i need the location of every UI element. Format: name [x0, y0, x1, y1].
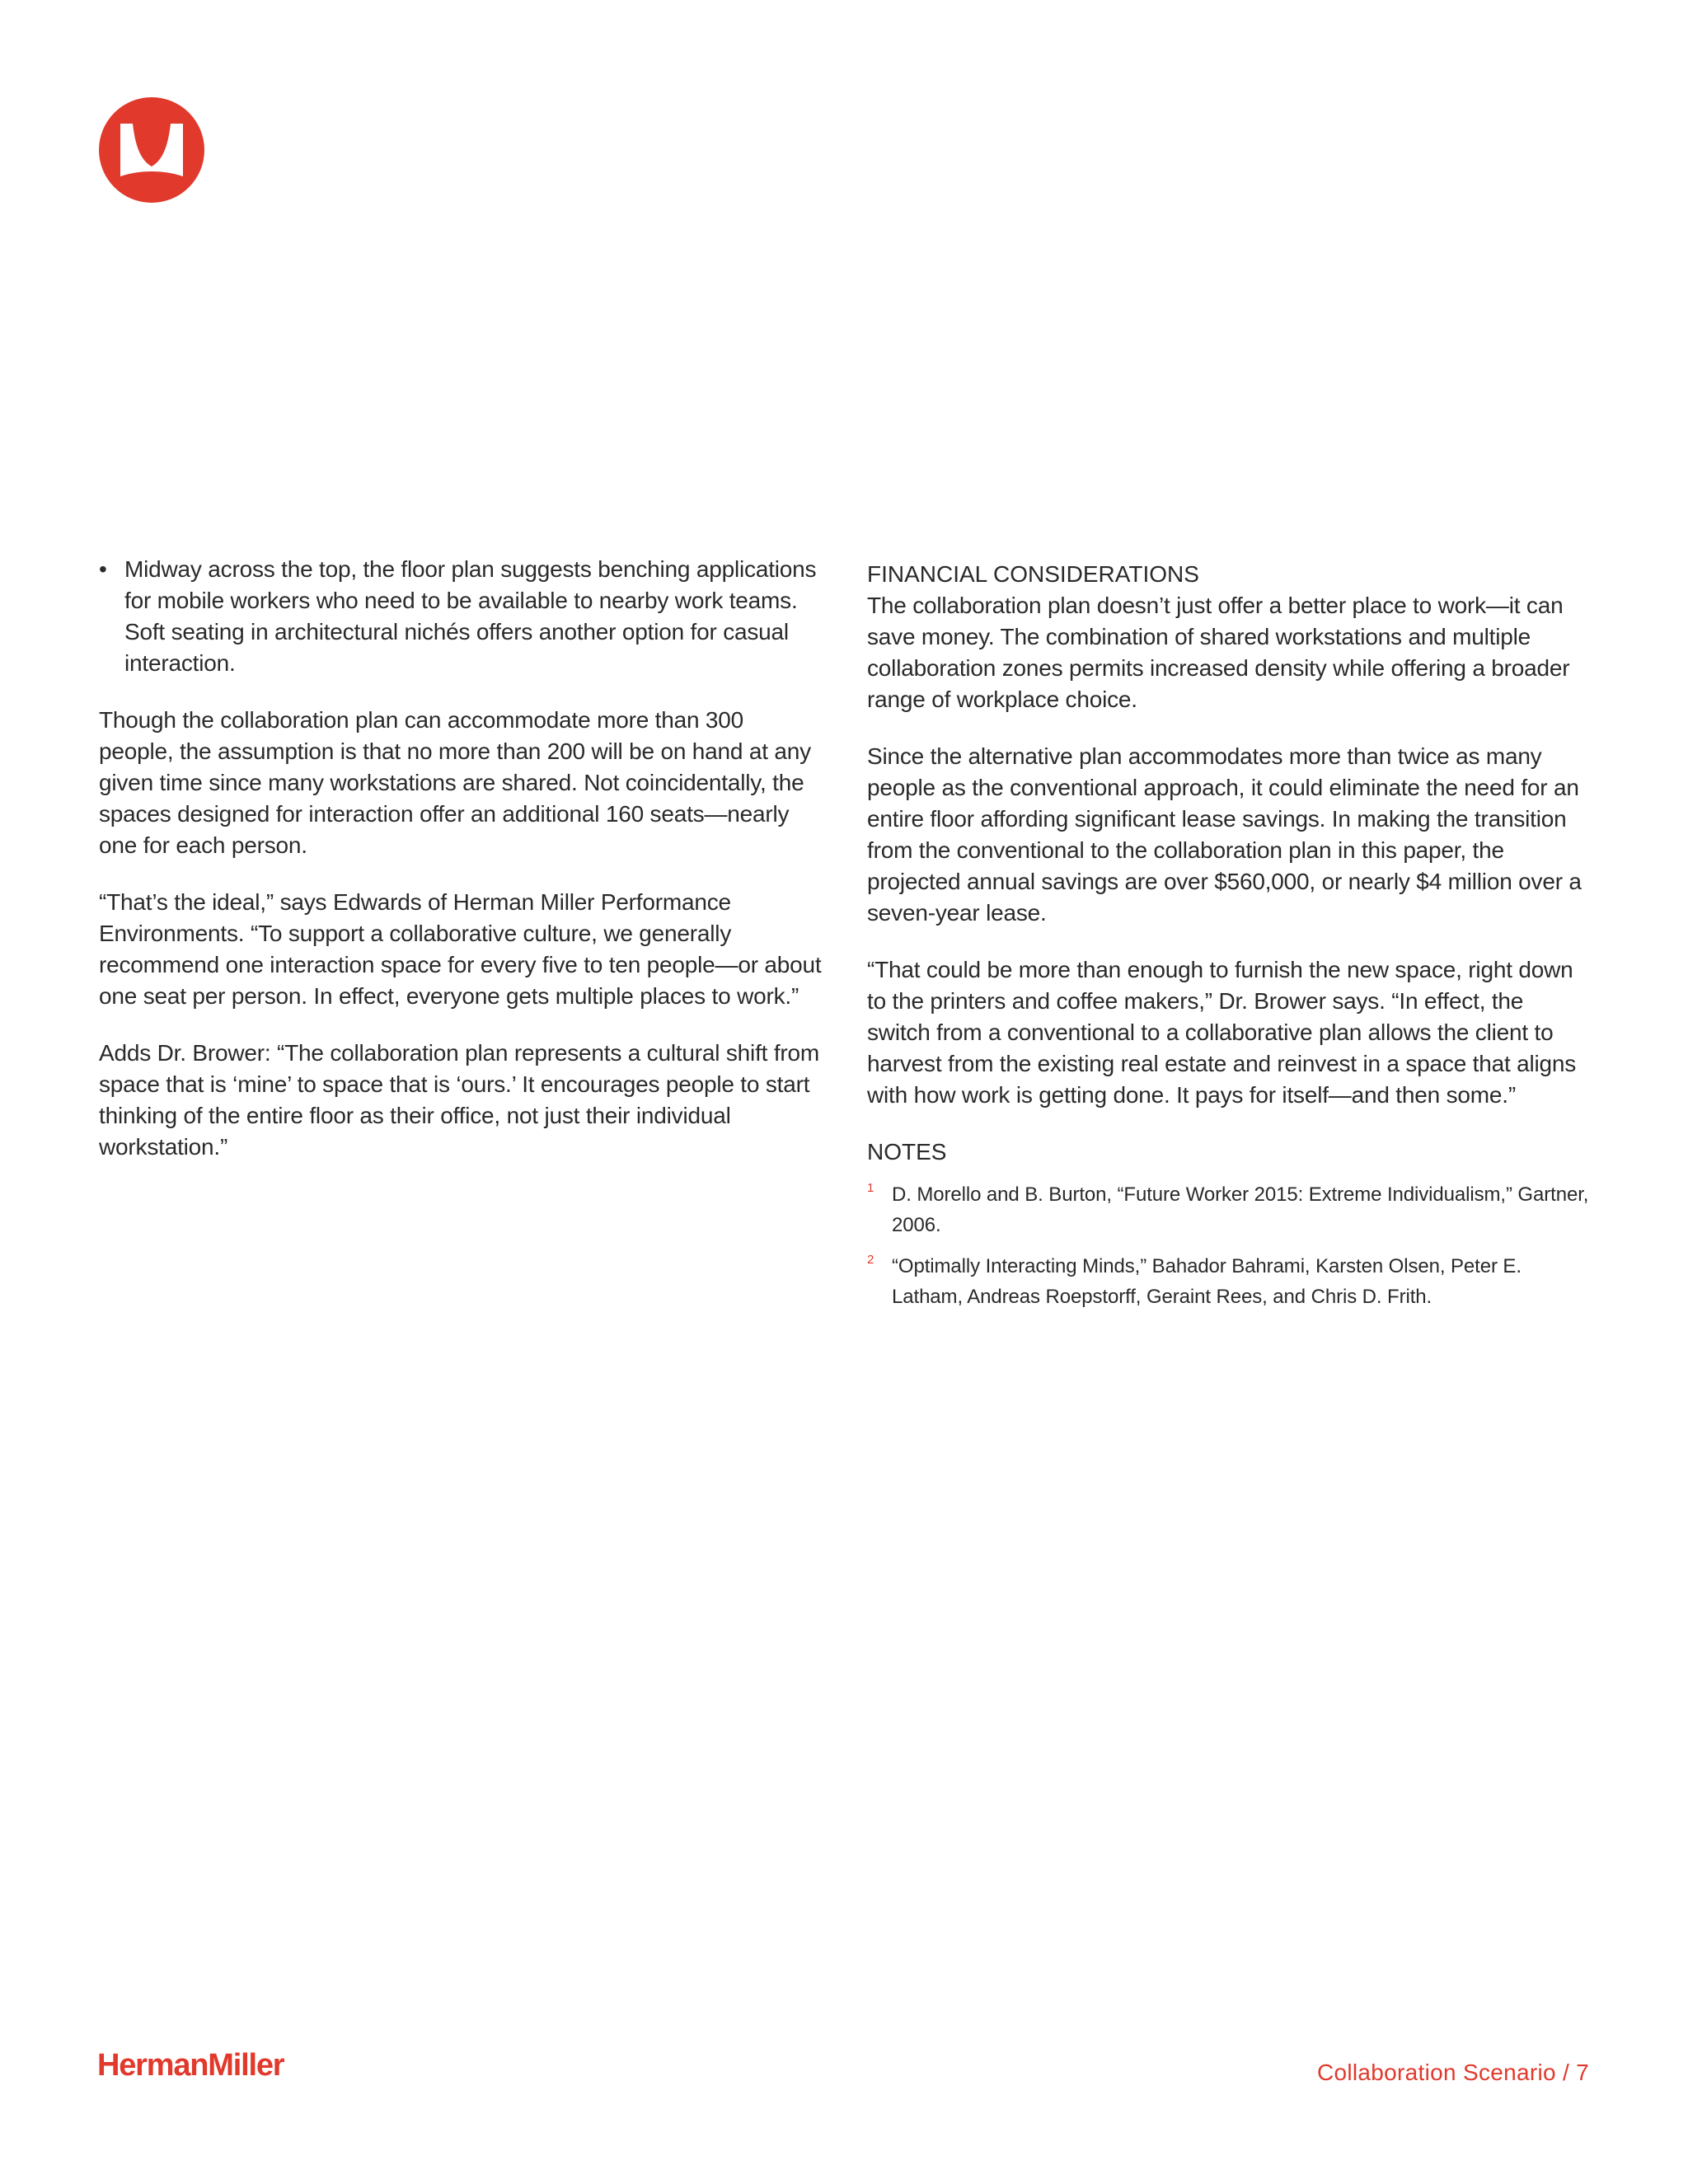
body-paragraph: Since the alternative plan accommodates more than twice as many people as the conventional approach, it could eliminate the need for an entire floor affording significant lease savings. In making the transition from the conventional to the collaboration plan in this paper, the projected annual savings are over $560,000, or nearly $4 million over a seven-year lease. — [867, 743, 1582, 926]
footnote — [867, 1179, 1592, 1240]
bullet-text: Midway across the top, the floor plan suggests benching applications for mobile workers who need to be available to nearby work teams. Soft seating in architectural nichés offers another option for casual interaction. — [124, 556, 817, 676]
footnote — [867, 1251, 1592, 1312]
section-heading: FINANCIAL CONSIDERATIONS — [867, 561, 1199, 587]
footnote-number: 1 — [867, 1181, 874, 1195]
notes-heading: NOTES — [867, 1139, 947, 1165]
body-paragraph: “That’s the ideal,” says Edwards of Herman Miller Performance Environments. “To support a collaborative culture, we generally recommend one interaction space for every five to ten people—or about one seat per person. In effect, everyone gets multiple places to work.” — [99, 889, 822, 1009]
body-paragraph: Though the collaboration plan can accommodate more than 300 people, the assumption is that no more than 200 will be on hand at any given time since many workstations are shared. Not coincidentally, the spaces designed for interaction offer an additional 160 seats—nearly one for each person. — [99, 707, 811, 858]
bullet-dot: • — [99, 556, 107, 582]
body-paragraph: Adds Dr. Brower: “The collaboration plan represents a cultural shift from space that is ‘mine’ to space that is ‘ours.’ It encourages people to start thinking of the entire floor as their office, not just their individual workstation.” — [99, 1040, 820, 1160]
page-number: Collaboration Scenario / 7 — [1317, 2060, 1589, 2085]
body-paragraph: “That could be more than enough to furnish the new space, right down to the printers and coffee makers,” Dr. Brower says. “In effect, the switch from a conventional to a collaborative plan allows the client to harvest from the existing real estate and reinvest in a space that aligns with how work is getting done. It pays for itself—and then some.” — [867, 957, 1577, 1108]
footnote-number: 2 — [867, 1253, 874, 1267]
footnote-text: “Optimally Interacting Minds,” Bahador Bahrami, Karsten Olsen, Peter E. Latham, Andreas Roepstorff, Geraint Rees, and Chris D. Frith. — [892, 1255, 1522, 1308]
left-column — [99, 554, 824, 1188]
footnote-text: D. Morello and B. Burton, “Future Worker 2015: Extreme Individualism,” Gartner, 2006. — [892, 1183, 1589, 1236]
right-column — [867, 554, 1592, 1323]
herman-miller-logo-icon — [99, 97, 204, 203]
footer-brand-wordmark: HermanMiller — [97, 2048, 284, 2083]
body-paragraph: The collaboration plan doesn’t just offer a better place to work—it can save money. The combination of shared workstations and multiple collaboration zones permits increased density while offering a broader range of workplace choice. — [867, 593, 1570, 712]
bullet-item — [99, 554, 824, 679]
